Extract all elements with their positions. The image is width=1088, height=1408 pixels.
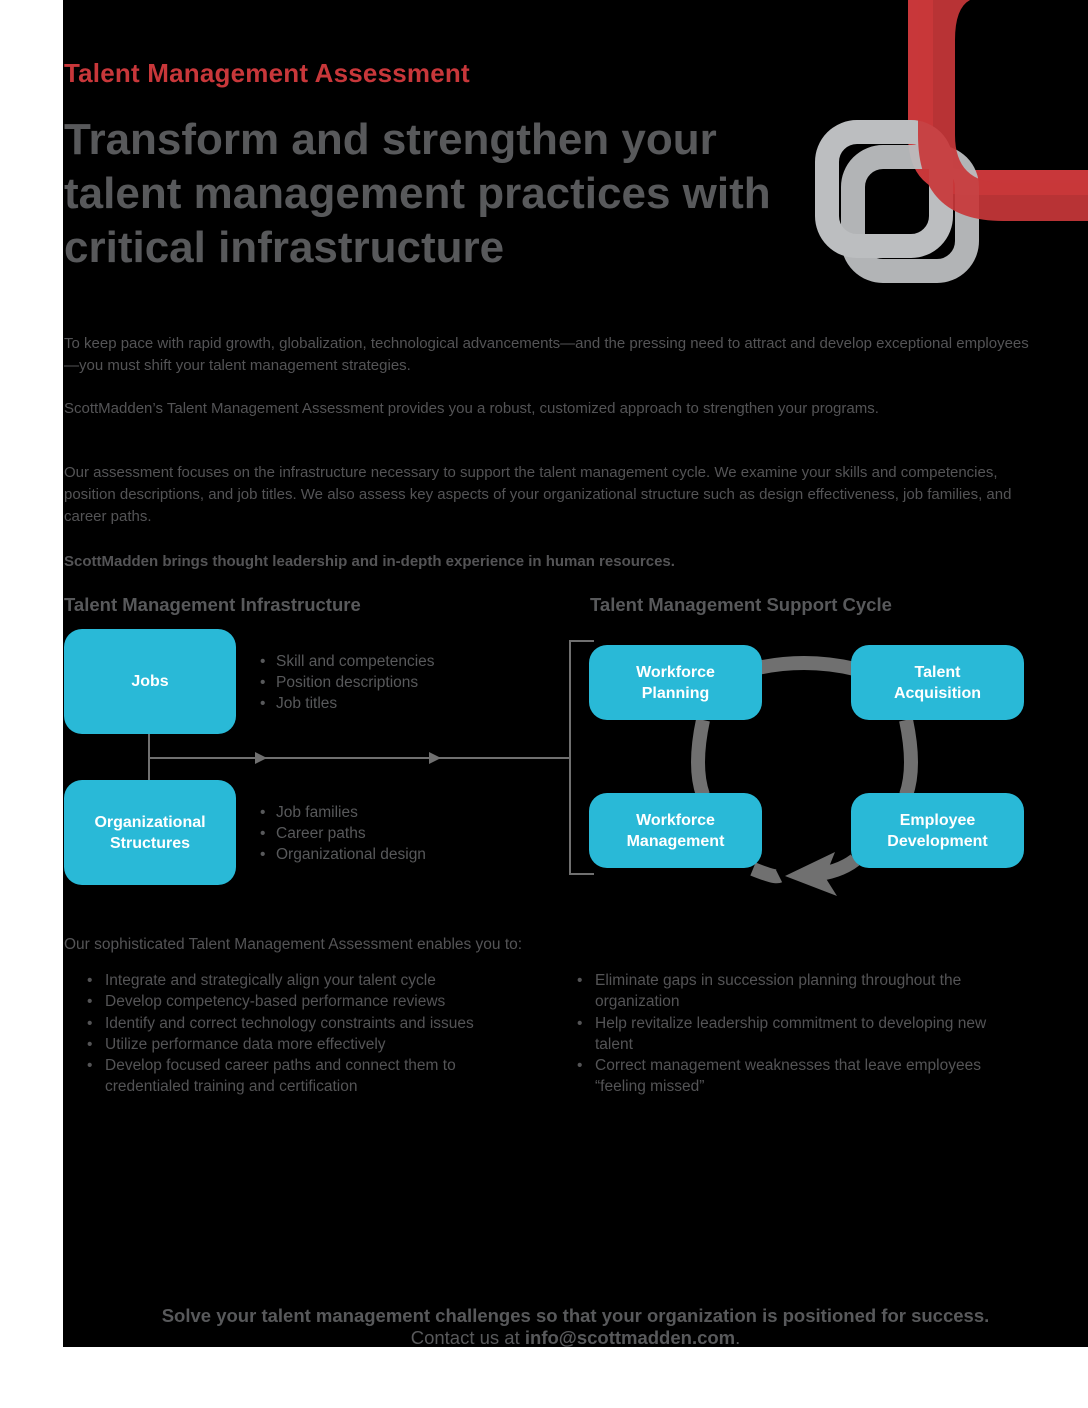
contact-prefix: Contact us at xyxy=(410,1327,525,1347)
jobs-box xyxy=(64,629,236,734)
cycle-node-label: Talent Acquisition xyxy=(893,663,982,702)
cycle-node-label: Workforce Planning xyxy=(636,663,715,702)
list-item: • Develop focused career paths and connect them to credentialed training and certification xyxy=(85,1055,525,1098)
eyebrow-title: Talent Management Assessment xyxy=(64,58,470,88)
enables-list-left xyxy=(85,970,525,1098)
list-item: • Utilize performance data more effectively xyxy=(85,1034,525,1055)
list-item: • Job families xyxy=(260,802,426,823)
talent-acquisition-box xyxy=(851,645,1024,720)
workforce-management-box xyxy=(589,793,762,868)
scottmadden-logo xyxy=(815,0,1088,285)
infrastructure-title: Talent Management Infrastructure xyxy=(64,594,361,615)
contact-email-link[interactable]: info@scottmadden.com xyxy=(524,1327,736,1347)
headline: Transform and strengthen your talent management practices with critical infrastructure xyxy=(64,115,771,272)
page xyxy=(63,0,1088,1347)
intro-paragraph-1: To keep pace with rapid growth, globalization, technological advancements—and the pressing need to attract and develop exceptional employees—you must shift your talent management strategies. xyxy=(64,335,1029,374)
organizational-structures-box xyxy=(64,780,236,885)
lead-statement: ScottMadden brings thought leadership and in-depth experience in human resources. xyxy=(64,553,675,570)
cycle-title: Talent Management Support Cycle xyxy=(590,594,892,615)
intro-paragraph-3: Our assessment focuses on the infrastructure necessary to support the talent management cycle. We examine your skills and competencies, position descriptions, and job titles. We also assess key aspects of your organizational structure such as design effectiveness, job families, and career paths. xyxy=(64,464,1012,525)
org-bullet-list xyxy=(260,802,426,865)
intro-paragraph-2: ScottMadden’s Talent Management Assessment provides you a robust, customized approach to strengthen your programs. xyxy=(64,400,879,417)
employee-development-box xyxy=(851,793,1024,868)
list-item: • Position descriptions xyxy=(260,672,435,693)
org-box-label: Organizational Structures xyxy=(94,813,206,852)
list-item: • Career paths xyxy=(260,823,426,844)
enables-list-right xyxy=(575,970,1025,1098)
jobs-box-label: Jobs xyxy=(131,673,169,690)
list-item: • Correct management weaknesses that leave employees “feeling missed” xyxy=(575,1055,1025,1098)
workforce-planning-box xyxy=(589,645,762,720)
footer-contact xyxy=(63,1327,1088,1347)
list-item: • Help revitalize leadership commitment to developing new talent xyxy=(575,1013,1025,1056)
enables-intro: Our sophisticated Talent Management Assessment enables you to: xyxy=(64,936,523,953)
cycle-node-label: Workforce Management xyxy=(626,811,725,850)
list-item: • Integrate and strategically align your talent cycle xyxy=(85,970,525,991)
list-item: • Identify and correct technology constraints and issues xyxy=(85,1013,525,1034)
list-item: • Organizational design xyxy=(260,844,426,865)
list-item: • Skill and competencies xyxy=(260,651,435,672)
jobs-bullet-list xyxy=(260,651,435,714)
list-item: • Job titles xyxy=(260,693,435,714)
list-item: • Develop competency-based performance reviews xyxy=(85,991,525,1012)
cycle-node-label: Employee Development xyxy=(887,811,988,850)
contact-suffix: . xyxy=(735,1327,741,1347)
footer-tagline: Solve your talent management challenges so that your organization is positioned for success. xyxy=(161,1305,990,1326)
list-item: • Eliminate gaps in succession planning throughout the organization xyxy=(575,970,1025,1013)
footer xyxy=(63,1305,1088,1347)
